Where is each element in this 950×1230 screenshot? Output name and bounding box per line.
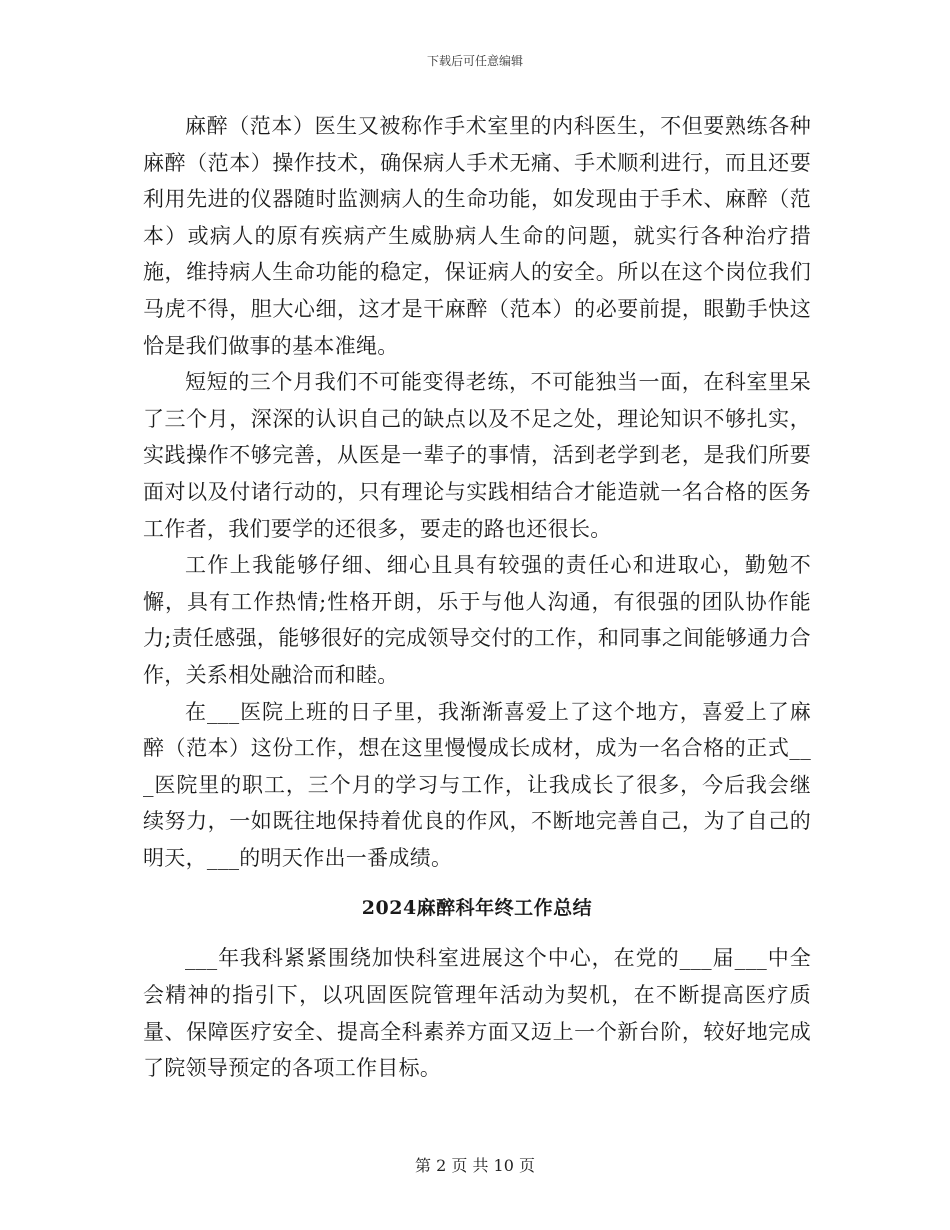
page-footer: 第 2 页 共 10 页 [415, 1156, 535, 1175]
body-paragraph: 短短的三个月我们不可能变得老练，不可能独当一面，在科室里呆了三个月，深深的认识自己的缺点以及不足之处，理论知识不够扎实，实践操作不够完善，从医是一辈子的事情，活到老学到老，是我们所要面对以及付诸行动的，只有理论与实践相结合才能造就一名合格的医务工作者，我们要学的还很多，要走的路也还很长。 [143, 370, 811, 541]
page-header: 下载后可任意编辑 [426, 54, 523, 68]
document-body [143, 108, 811, 1087]
section-title: 2024麻醉科年终工作总结 [361, 897, 593, 920]
body-paragraph: 在___医院上班的日子里，我渐渐喜爱上了这个地方，喜爱上了麻醉（范本）这份工作，想在这里慢慢成长成材，成为一名合格的正式___医院里的职工，三个月的学习与工作，让我成长了很多，今后我会继续努力，一如既往地保持着优良的作风，不断地完善自己，为了自己的明天，___的明天作出一番成绩。 [143, 699, 811, 870]
body-paragraph: ___年我科紧紧围绕加快科室进展这个中心，在党的___届___中全会精神的指引下，以巩固医院管理年活动为契机，在不断提高医疗质量、保障医疗安全、提高全科素养方面又迈上一个新台阶，较好地完成了院领导预定的各项工作目标。 [143, 946, 811, 1081]
body-paragraph: 麻醉（范本）医生又被称作手术室里的内科医生，不但要熟练各种麻醉（范本）操作技术，确保病人手术无痛、手术顺利进行，而且还要利用先进的仪器随时监测病人的生命功能，如发现由于手术、麻醉（范本）或病人的原有疾病产生威胁病人生命的问题，就实行各种治疗措施，维持病人生命功能的稳定，保证病人的安全。所以在这个岗位我们马虎不得，胆大心细，这才是干麻醉（范本）的必要前提，眼勤手快这恰是我们做事的基本准绳。 [143, 114, 811, 358]
body-paragraph: 工作上我能够仔细、细心且具有较强的责任心和进取心，勤勉不懈，具有工作热情;性格开朗，乐于与他人沟通，有很强的团队协作能力;责任感强，能够很好的完成领导交付的工作，和同事之间能够通力合作，关系相处融洽而和睦。 [143, 553, 811, 687]
